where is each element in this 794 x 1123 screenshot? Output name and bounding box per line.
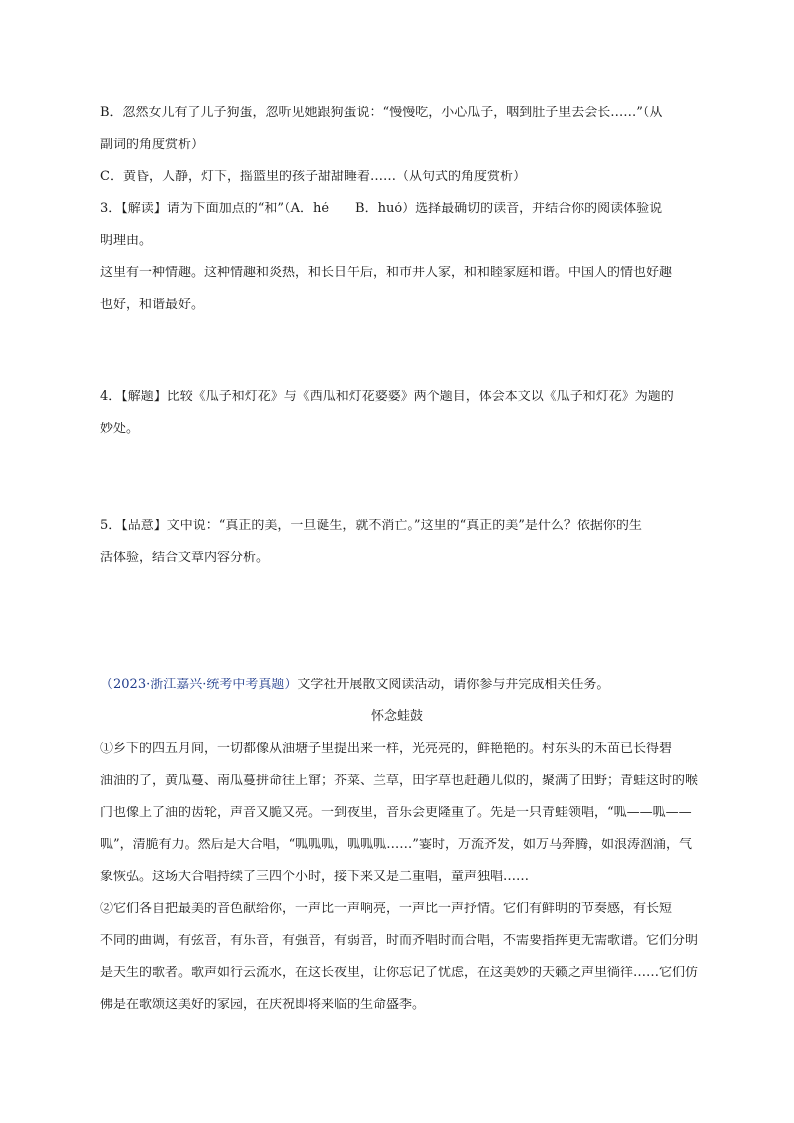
question-4-line-1: 4．【解题】比较《瓜子和灯花》与《西瓜和灯花婆婆》两个题目，体会本文以《瓜子和灯花》为题的 (100, 390, 674, 403)
essay-p1-line-5: 象恢弘。这场大合唱持续了三四个小时，接下来又是二重唱，童声独唱…… (100, 870, 530, 883)
exam-source: （2023·浙江嘉兴·统考中考真题） (100, 678, 298, 691)
question-4-line-2: 妙处。 (100, 422, 140, 435)
essay-p2-line-4: 佛是在歌颂这美好的家园，在庆祝即将来临的生命盛季。 (100, 998, 426, 1011)
section-intro: 文学社开展散文阅读活动，请你参与并完成相关任务。 (297, 678, 610, 691)
essay-p1-line-3: 门也像上了油的齿轮，声音又脆又亮。一到夜里，音乐会更隆重了。先是一只青蛙领唱，“呱——呱—— (100, 806, 692, 819)
essay-p2-line-3: 是天生的歌者。歌声如行云流水，在这长夜里，让你忘记了忧虑，在这美妙的天籁之声里徜徉……它们仿 (100, 966, 699, 979)
question-3-line-1: 3．【解读】请为下面加点的“和”（A．hé B．huó）选择最确切的读音，并结合你的阅读体验说 (100, 202, 663, 215)
question-b-line-2: 副词的角度赏析） (100, 138, 205, 151)
essay-p2-line-1: ②它们各自把最美的音色献给你，一声比一声响亮，一声比一声抒情。它们有鲜明的节奏感，有长短 (100, 902, 673, 915)
essay-title: 怀念蛙鼓 (370, 709, 423, 724)
question-b-line-1: B．忽然女儿有了儿子狗蛋，忽听见她跟狗蛋说：“慢慢吃，小心瓜子，咽到肚子里去会长……”（从 (100, 106, 663, 119)
question-3-quote-line-1: 这里有一种情趣。这种情趣和炎热，和长日午后，和市井人家，和和睦家庭和谐。中国人的情也好趣 (100, 266, 673, 279)
essay-p1-line-4: 呱”，清脆有力。然后是大合唱，“呱呱呱，呱呱呱……”霎时，万流齐发，如万马奔腾，如浪涛汹涌，气 (100, 838, 692, 851)
essay-p1-line-2: 油油的了，黄瓜蔓、南瓜蔓拼命往上窜；芥菜、兰草，田字草也赶趟儿似的，聚满了田野；青蛙这时的喉 (100, 774, 699, 787)
question-3-line-2: 明理由。 (100, 234, 153, 247)
question-5-line-1: 5．【品意】文中说：“真正的美，一旦诞生，就不消亡。”这里的“真正的美”是什么？依据你的生 (100, 519, 642, 532)
question-c-line: C．黄昏，人静，灯下，摇篮里的孩子甜甜睡着……（从句式的角度赏析） (100, 170, 526, 183)
essay-p1-line-1: ①乡下的四五月间，一切都像从油塘子里提出来一样，光亮亮的，鲜艳艳的。村东头的禾苗已长得碧 (100, 742, 673, 755)
essay-p2-line-2: 不同的曲调，有弦音，有乐音，有强音，有弱音，时而齐唱时而合唱，不需要指挥更无需歌谱。它们分明 (100, 934, 699, 947)
section-source-line (100, 678, 700, 691)
question-5-line-2: 活体验，结合文章内容分析。 (100, 551, 270, 564)
question-3-quote-line-2: 也好，和谐最好。 (100, 298, 205, 311)
